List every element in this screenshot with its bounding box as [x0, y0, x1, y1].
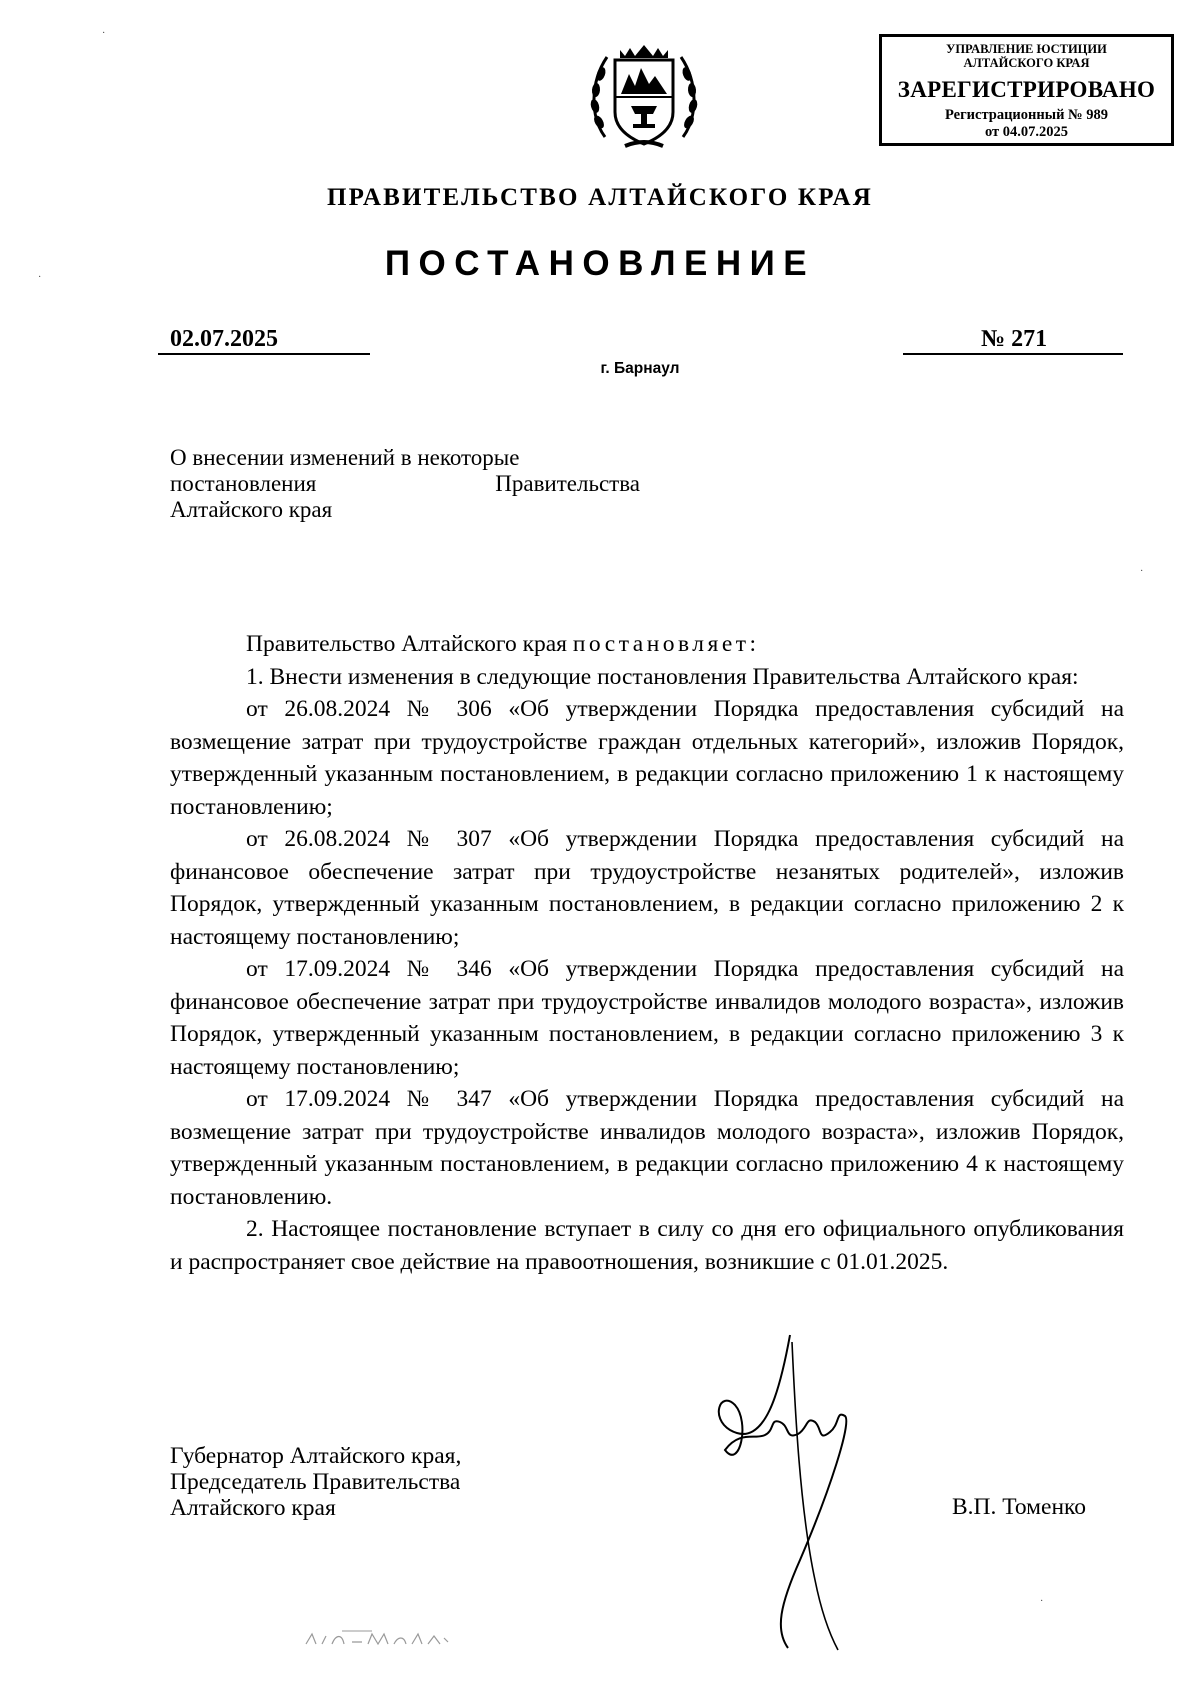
item-2: 2. Настоящее постановление вступает в силу со дня его официального опубликования и распространяет свое действие на правоотношения, возникшие с 01.01.2025.	[170, 1216, 1124, 1275]
sub-item-346: от 17.09.2024 № 346 «Об утверждении Порядка предоставления субсидий на финансовое обеспечение затрат при трудоустройстве инвалидов молодого возраста», изложив Порядок, утвержденный указанным постановлением, в редакции согласно приложению 3 к настоящему постановлению;	[170, 956, 1124, 1080]
subject-line-2-left: постановления	[170, 471, 317, 496]
stamp-status: ЗАРЕГИСТРИРОВАНО	[897, 77, 1156, 102]
document-type-title: ПОСТАНОВЛЕНИЕ	[384, 244, 816, 283]
scan-speck: ·	[102, 28, 106, 39]
stamp-reg-date: от 04.07.2025	[984, 124, 1069, 140]
document-city: г. Барнаул	[600, 360, 680, 377]
document-date-field	[158, 325, 370, 355]
document-number-field	[903, 325, 1123, 355]
preamble-keyword: постановляет	[572, 631, 750, 657]
government-title: ПРАВИТЕЛЬСТВО АЛТАЙСКОГО КРАЯ	[326, 184, 874, 211]
document-subject	[170, 445, 640, 523]
preamble-start: Правительство Алтайского края	[246, 631, 573, 657]
sub-item-347: от 17.09.2024 № 347 «Об утверждении Порядка предоставления субсидий на возмещение затрат при трудоустройстве инвалидов молодого возраста», изложив Порядок, утвержденный указанным постановлением, в редакции согласно приложению 4 к настоящему постановлению.	[170, 1086, 1124, 1210]
signer-title-line-1: Губернатор Алтайского края,	[170, 1443, 462, 1469]
coat-of-arms-icon	[585, 42, 703, 152]
sub-item-306: от 26.08.2024 № 306 «Об утверждении Порядка предоставления субсидий на возмещение затрат при трудоустройстве граждан отдельных категорий», изложив Порядок, утвержденный указанным постановлением, в редакции согласно приложению 1 к настоящему постановлению;	[170, 696, 1124, 820]
stamp-org-line-1: УПРАВЛЕНИЕ ЮСТИЦИИ	[946, 42, 1107, 56]
signer-name: В.П. Томенко	[952, 1494, 1087, 1520]
signer-title	[170, 1443, 590, 1521]
registration-stamp	[879, 34, 1174, 146]
scan-speck: ·	[38, 272, 42, 283]
item-1: 1. Внести изменения в следующие постановления Правительства Алтайского края:	[246, 663, 1079, 690]
sub-item-307: от 26.08.2024 № 307 «Об утверждении Порядка предоставления субсидий на финансовое обеспечение затрат при трудоустройстве незанятых родителей», изложив Порядок, утвержденный указанным постановлением, в редакции согласно приложению 2 к настоящему постановлению;	[170, 826, 1124, 950]
stamp-reg-number: Регистрационный № 989	[944, 107, 1108, 123]
scan-speck: ·	[1040, 1596, 1044, 1607]
document-body	[170, 628, 1124, 1278]
signer-title-line-3: Алтайского края	[170, 1495, 336, 1521]
subject-line-3: Алтайского края	[170, 497, 333, 522]
subject-line-2-right: Правительства	[495, 471, 640, 496]
faint-imprint-mark	[302, 1628, 452, 1650]
preamble	[170, 628, 1124, 661]
subject-line-2	[170, 471, 640, 497]
document-number: № 271	[981, 326, 1048, 352]
stamp-org-line-2: АЛТАЙСКОГО КРАЯ	[963, 56, 1090, 70]
handwritten-signature	[680, 1330, 880, 1655]
signer-title-line-2: Председатель Правительства	[170, 1469, 461, 1495]
subject-line-1: О внесении изменений в некоторые	[170, 445, 520, 470]
scan-speck: ·	[1140, 566, 1144, 577]
document-date: 02.07.2025	[170, 326, 278, 352]
preamble-end: :	[749, 631, 757, 657]
